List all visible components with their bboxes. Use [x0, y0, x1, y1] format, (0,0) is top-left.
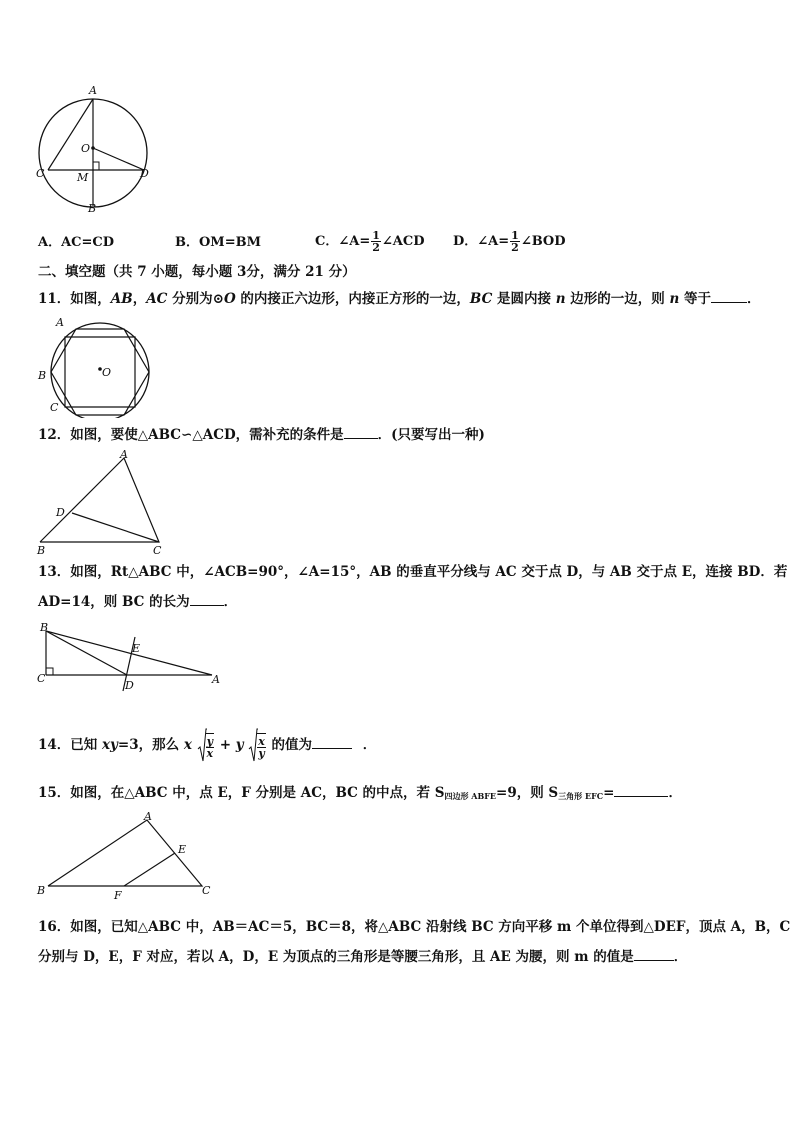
option-c-suffix: ∠ACD	[381, 234, 425, 249]
q13-end: ．	[223, 594, 238, 610]
option-d-prefix: D．∠A=	[453, 234, 510, 249]
q14-y: y	[235, 737, 244, 753]
fraction-den: y	[258, 746, 265, 760]
q13-line2	[38, 593, 237, 611]
label-A: A	[120, 448, 128, 461]
q11-n: n	[555, 291, 566, 307]
q11-o: O	[223, 291, 236, 307]
label-C: C	[37, 672, 46, 685]
label-C: C	[36, 167, 45, 180]
answer-blank	[344, 426, 378, 439]
label-B: B	[38, 369, 47, 382]
radical-fraction	[206, 733, 214, 759]
q11-part: 等于	[679, 291, 711, 307]
q12-figure	[34, 446, 169, 558]
q15-subscript: 三角形 EFC	[558, 791, 604, 801]
fraction-num: y	[206, 734, 213, 748]
q11-figure	[34, 313, 154, 418]
q10-option-d	[453, 222, 566, 262]
q11-ac: AC	[146, 291, 168, 307]
q11-bc: BC	[469, 291, 493, 307]
label-D: D	[140, 167, 149, 180]
q13-part: AD=14，则 BC 的长为	[38, 594, 190, 610]
answer-blank	[614, 784, 668, 797]
label-B: B	[40, 621, 49, 634]
label-M: M	[77, 171, 89, 184]
option-c-prefix: C．∠A=	[315, 234, 371, 249]
label-A: A	[144, 810, 152, 823]
q11-end: ．	[746, 291, 761, 307]
label-B: B	[88, 202, 97, 215]
label-O: O	[102, 366, 112, 379]
option-a-text: A．AC=CD	[38, 235, 115, 250]
answer-blank	[711, 290, 747, 303]
q11-ab: AB	[110, 291, 133, 307]
section-heading: 二、填空题（共 7 小题，每小题 3分，满分 21 分）	[38, 264, 356, 280]
q14-text	[38, 723, 376, 767]
label-B: B	[37, 884, 46, 897]
q14-xy: xy	[102, 737, 118, 753]
fraction-num: 1	[372, 229, 380, 242]
q10-circle-figure	[30, 80, 160, 215]
plus-sign: +	[219, 737, 231, 753]
q14-part: =3，那么	[117, 737, 184, 753]
fraction-den: x	[206, 746, 214, 760]
label-C: C	[50, 401, 59, 414]
q10-option-c	[315, 222, 424, 262]
label-A: A	[212, 673, 220, 686]
q11-part: 11．如图，	[38, 291, 111, 307]
q11-n: n	[669, 291, 680, 307]
label-E: E	[178, 843, 187, 856]
q14-part: 14．已知	[38, 737, 102, 753]
fraction-num: x	[258, 734, 265, 748]
q11-part: 边形的一边，则	[565, 291, 670, 307]
q13-figure	[34, 619, 224, 694]
q15-end: ．	[668, 785, 682, 801]
q12-part: 12．如图，要使△ABC∽△ACD，需补充的条件是	[38, 427, 344, 443]
label-D: D	[56, 506, 65, 519]
answer-blank	[312, 736, 352, 749]
fraction-den: 2	[511, 241, 519, 254]
q16-part: 分别与 D，E，F 对应，若以 A，D，E 为顶点的三角形是等腰三角形，且 AE 为腰，则 m 的值是	[38, 949, 634, 965]
q13-line1: 13．如图，Rt△ABC 中，∠ACB=90°，∠A=15°，AB 的垂直平分线与 AC 交于点 D，与 AB 交于点 E，连接 BD．若	[38, 564, 788, 580]
q16-line1: 16．如图，已知△ABC 中，AB＝AC＝5，BC＝8，将△ABC 沿射线 BC 方向平移 m 个单位得到△DEF，顶点 A，B，C	[38, 919, 791, 935]
q12-end: ．(只要写出一种)	[377, 427, 485, 443]
q15-part: 15．如图，在△ABC 中，点 E，F 分别是 AC，BC 的中点，若 S	[38, 785, 445, 801]
q11-part: 的内接正六边形，内接正方形的一边，	[235, 291, 470, 307]
fraction-den: 2	[372, 241, 380, 254]
q16-end: ．	[673, 949, 688, 965]
label-D: D	[125, 679, 134, 692]
q15-subscript: 四边形 ABFE	[444, 791, 497, 801]
q11-comma: ，	[132, 291, 147, 307]
fraction	[371, 230, 381, 253]
q15-text	[38, 784, 682, 805]
label-E: E	[132, 642, 141, 655]
radical-fraction	[257, 733, 266, 759]
q10-option-b	[175, 234, 261, 252]
label-A: A	[89, 84, 97, 97]
q15-part: =9，则 S	[496, 785, 559, 801]
option-b-text: B．OM=BM	[175, 235, 261, 250]
q12-text	[38, 426, 485, 444]
q11-part: 是圆内接	[492, 291, 556, 307]
q14-x: x	[183, 737, 192, 753]
option-d-suffix: ∠BOD	[520, 234, 566, 249]
label-C: C	[153, 544, 162, 557]
label-F: F	[114, 889, 122, 900]
label-O: O	[81, 142, 91, 155]
label-A: A	[56, 316, 64, 329]
q14-end: ．	[362, 737, 377, 753]
label-C: C	[202, 884, 211, 897]
q15-figure	[34, 808, 224, 900]
fraction	[510, 230, 520, 253]
q11-text	[38, 290, 760, 308]
q16-line2	[38, 948, 687, 966]
label-B: B	[37, 544, 46, 557]
q15-part: =	[603, 785, 615, 801]
q14-part: 的值为	[271, 737, 313, 753]
fraction-num: 1	[511, 229, 519, 242]
answer-blank	[634, 948, 674, 961]
answer-blank	[190, 593, 224, 606]
q10-option-a	[38, 234, 114, 252]
q11-part: 分别为⊙	[167, 291, 224, 307]
